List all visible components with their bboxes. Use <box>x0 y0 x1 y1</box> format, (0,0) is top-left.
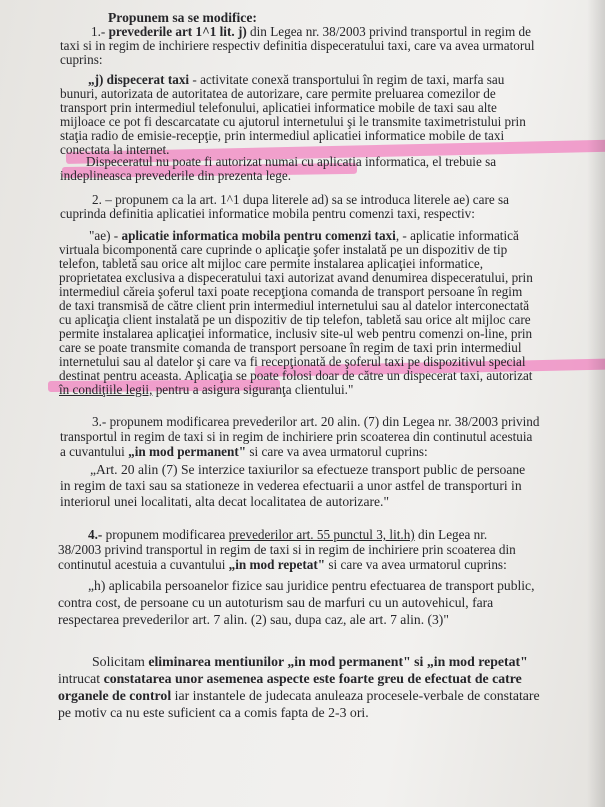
definition-ae-line-10: internetului sau al datelor şi care va fi recepţionată de şoferul taxi pe dispozitivul special <box>59 354 526 369</box>
definition-j-line-1 <box>88 72 504 87</box>
section-2-line-2: cuprinda definitia aplicatiei informatice mobila pentru comenzi taxi, respectiv: <box>60 206 475 221</box>
section-4-line-3-a: continutul acestuia a cuvantului <box>58 557 226 572</box>
section-4-line-1 <box>88 527 487 542</box>
quote-art-20-line-2: in regim de taxi sau sa stationeze in vederea efectuarii a unor astfel de transporturi in <box>60 478 522 493</box>
note-line-1: Dispeceratul nu poate fi autorizat numai cu aplicatia informatica, el trebuie sa <box>86 154 497 169</box>
definition-ae-line-9: care se poate transmite comanda de transport persoane în regim de taxi prin intermediul <box>59 340 522 355</box>
request-line-2-a: intrucat <box>58 671 101 686</box>
quote-art-55-line-1: „h) aplicabila persoanelor fizice sau juridice pentru efectuarea de transport public, <box>88 578 535 593</box>
section-1-article: prevederile art 1^1 lit. j) <box>108 24 247 39</box>
section-3-line-3-c: si care va avea urmatorul cuprins: <box>249 444 428 459</box>
section-3-line-3 <box>60 444 428 459</box>
definition-ae-line-6: de taxi transmisă de către client prin intermediul internetului sau al datelor interconectată <box>59 298 530 313</box>
definition-ae-line-1 <box>89 228 519 243</box>
section-1-line-2: taxi si in regim de inchiriere respectiv definitia dispeceratului taxi, care va avea urmatorul <box>60 38 535 53</box>
definition-ae-term: aplicatie informatica mobila pentru comenzi taxi <box>121 228 396 243</box>
definition-j-line-5: staţia radio de emisie-recepţie, prin intermediul aplicatiei informatice mobile de taxi <box>60 128 505 143</box>
section-4-line-3-c: si care va avea urmatorul cuprins: <box>328 557 507 572</box>
definition-ae-line-4: proprietatea exclusiva a dispeceratului taxi autorizat avand denumirea dispeceratului, prin <box>59 270 533 285</box>
definition-ae-line-8: permite instalarea aplicaţiei informatice, inclusiv site-ul web pentru comenzi on-line, prin <box>59 326 533 341</box>
section-1-line-3: cuprins: <box>60 52 103 67</box>
definition-ae-line-12-b: pentru a asigura siguranţa clientului." <box>155 382 354 397</box>
definition-j-line-3: transport prin intermediul telefonului, aplicatiei informatice mobile de taxi sau alte <box>60 100 497 115</box>
section-4-line-2: 38/2003 privind transportul in regim de taxi si in regim de inchiriere prin scoaterea din <box>58 542 516 557</box>
definition-ae-label: "ae) - <box>89 228 119 243</box>
definition-j-line-2: bunuri, autorizata de autoritatea de autorizare, care permite preluarea comezilor de <box>60 86 496 101</box>
definition-j-term: „j) dispecerat taxi <box>88 72 190 87</box>
section-4-line-1-d: din Legea nr. <box>417 527 488 542</box>
page-edge-shadow <box>587 0 605 807</box>
section-3-keyword: „in mod permanent" <box>128 444 247 459</box>
definition-ae-line-12 <box>59 382 353 397</box>
request-line-4: pe motiv ca nu este suficient ca a comis fapta de 2-3 ori. <box>58 705 369 720</box>
request-line-1 <box>92 654 528 669</box>
request-line-2-b: constatarea unor asemenea aspecte este foarte greu de efectuat de catre <box>103 671 522 686</box>
request-line-2 <box>58 671 522 686</box>
definition-ae-line-5: intermediul căreia şoferul taxi poate recepţiona comanda de transport persoane în regim <box>59 284 523 299</box>
section-3-line-3-a: a cuvantului <box>60 444 125 459</box>
request-keywords: eliminarea mentiunilor „in mod permanent" si „in mod repetat" <box>148 654 528 669</box>
note-line-2: indeplineasca prevederile din prezenta lege. <box>60 168 292 183</box>
definition-ae-text: , - aplicatie informatică <box>395 228 519 243</box>
section-3-line-2: transportul in regim de taxi si in regim de inchiriere prin scoaterea din continutul acestuia <box>60 429 533 444</box>
section-4-line-3 <box>58 557 507 572</box>
page-title: Propunem sa se modifice: <box>108 10 257 25</box>
section-1-heading <box>91 24 531 39</box>
section-4-number: 4.- <box>88 527 103 542</box>
definition-ae-line-2: virtuala bicomponentă care cuprinde o aplicaţie şofer instalată pe un dispozitiv de tip <box>59 242 508 257</box>
section-4-line-1-b: propunem modificarea <box>105 527 226 542</box>
quote-art-55-line-3: respectarea prevederilor art. 7 alin. (2) sau, dupa caz, ale art. 7 alin. (3)" <box>58 612 449 627</box>
request-line-1-a: Solicitam <box>92 654 145 669</box>
quote-art-55-line-2: contra cost, de persoane cu un autoturism sau de marfuri cu un autovehicul, fara <box>58 595 494 610</box>
request-line-3 <box>58 688 540 703</box>
request-line-3-a: organele de control <box>58 688 172 703</box>
section-3-line-1: 3.- propunem modificarea prevederilor art. 20 alin. (7) din Legea nr. 38/2003 privind <box>92 414 540 429</box>
definition-ae-line-11 <box>59 368 532 383</box>
quote-art-20-line-3: interiorul unei localitati, alta decat localitatea de autorizare." <box>60 494 389 509</box>
definition-ae-line-7: cu aplicaţia client instalată pe un dispozitiv de tip telefon, tabletă sau orice alt mijloc care <box>59 312 531 327</box>
definition-ae-line-3: telefon, tabletă sau orice alt mijloc care permite instalarea aplicaţiei informatice, <box>59 256 483 271</box>
section-4-reference: prevederilor art. 55 punctul 3, lit.h) <box>228 527 415 542</box>
section-4-keyword: „in mod repetat" <box>228 557 326 572</box>
definition-ae-line-11-b: Aplicaţia se poate folosi doar de către un dispecerat taxi, autorizat <box>184 368 533 383</box>
quote-art-20-line-1: „Art. 20 alin (7) Se interzice taxiurilor sa efectueze transport public de persoane <box>90 462 526 477</box>
definition-ae-line-11-a: destinat pentru aceasta. <box>59 368 182 383</box>
definition-j-line-4: mijloace ce pot fi descarcatate cu ajutorul internetului şi le transmite taximetristului prin <box>60 114 526 129</box>
section-1-heading-rest: din Legea nr. 38/2003 privind transportul in regim de <box>250 24 531 39</box>
definition-ae-line-12-a: în condiţiile legii, <box>59 382 153 397</box>
section-2-line-1: 2. – propunem ca la art. 1^1 dupa literele ad) sa se introduca literele ae) care sa <box>92 192 510 207</box>
request-line-3-b: iar instantele de judecata anuleaza procesele-verbale de constatare <box>174 688 540 703</box>
definition-j-text: - activitate conexă transportului în regim de taxi, marfa sau <box>192 72 505 87</box>
definition-j-line-6: conectata la internet. <box>60 142 170 157</box>
section-1-number: 1.- <box>91 24 106 39</box>
